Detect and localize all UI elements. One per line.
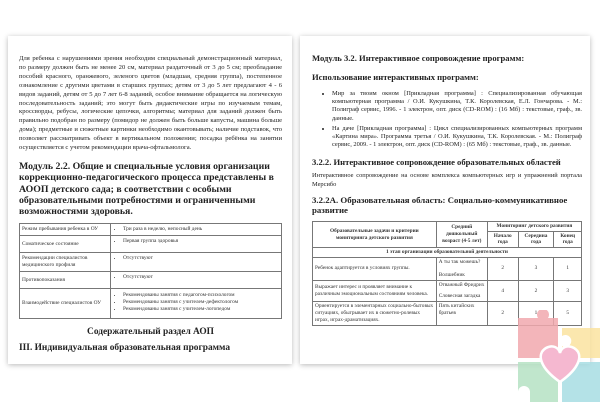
usage-heading: Использование интерактивных программ: bbox=[312, 72, 479, 82]
program-item: • На даче [Прикладная программа] : Цикл специализированных компьютерных программ «Картина мира». Программа третья / О.И. Кукушкина, Т.К. Королевская. - М.: Полиграф сервис, 2009. - 1 электрон, опт. диск (CD-ROM) : (65 Мб) : текстовые, граф., зв. данные. bbox=[332, 125, 582, 150]
score-start: 4 bbox=[487, 280, 518, 302]
game-name: Словесная загадка bbox=[438, 293, 481, 300]
table-row bbox=[20, 289, 282, 319]
left-document-page bbox=[8, 36, 292, 364]
puzzle-heart-logo-icon bbox=[510, 310, 600, 410]
row-item: • Отсутствуют bbox=[123, 274, 279, 281]
row-item: • Первая группа здоровья bbox=[123, 238, 279, 245]
row-item: • Рекомендованы занятия с учителем-логопедом bbox=[123, 306, 279, 313]
score-middle: 2 bbox=[518, 280, 554, 302]
table-row bbox=[20, 253, 282, 272]
game-name: А ты так можешь? bbox=[438, 259, 481, 266]
module-3-2-heading: Модуль 3.2. Интерактивное сопровождение программ: bbox=[312, 53, 525, 63]
game-name: Пять китайских братьев bbox=[436, 302, 487, 325]
game-name: Отважный Фридрих bbox=[438, 281, 485, 288]
intro-paragraph: Для ребенка с нарушениями зрения необходим специальный демонстрационный материал, по размеру должен быть не менее 20 см, материал раздаточный от 3 до 5 см; преобладание пособий красного, оранжевого, зеленого цветов (младшая, средняя группа), постепенное ознакомление с другими цветами в старших группах; детям от 3 до 5 лет предлагают 4 - 6 видов заданий, детям от 5 до 7 лет 6-8 заданий, особое внимание обращается на логическую последовательность заданий; это могут быть дидактические игры по изучаемым темам, кроссворды, ребусы, логические цепочки, алгоритмы; материал для заданий должен быть правильно подобран по размеру (помидор не должен быть больше капусты, машина больше дома); предметные и сюжетные картинки необходимо окантовывать; наличие подставок, что позволяет рассматривать объект в вертикальном положении; посадка ребёнка на занятии осуществляется с учетом рекомендации врача-офтальмолога. bbox=[19, 55, 282, 152]
header-age: Средний дошкольный возраст (4-5 лет) bbox=[436, 221, 487, 247]
section-subtitle: III. Индивидуальная образовательная программа bbox=[19, 343, 231, 354]
conditions-table bbox=[19, 223, 282, 319]
score-middle: 3 bbox=[518, 258, 554, 281]
header-end: Конец года bbox=[554, 231, 582, 248]
task-cell: Ребенок адаптируется в условиях группы. bbox=[313, 258, 437, 281]
subsection-text: Интерактивное сопровождение на основе комплекса компьютерных игр и упражнений портала Мерсибо bbox=[312, 172, 582, 188]
row-item: • Отсутствуют bbox=[123, 255, 279, 262]
game-name: Волшебник bbox=[438, 271, 465, 278]
table-row bbox=[20, 224, 282, 236]
score-start: 2 bbox=[487, 302, 518, 325]
section-title: Содержательный раздел АОП bbox=[87, 327, 214, 338]
module-2-2-heading: Модуль 2.2. Общие и специальные условия организации коррекционно-педагогического процесса представлены в АООП детского сада; в соответствии с особыми образовательными потребностями и ограниченными возможностями здоровья. bbox=[19, 160, 274, 218]
score-middle: 1 bbox=[518, 302, 554, 325]
score-end: 3 bbox=[554, 280, 582, 302]
header-tasks: Образовательные задачи и критерии мониторинга детского развития bbox=[313, 221, 437, 247]
score-end: 5 bbox=[554, 302, 582, 325]
table-row bbox=[313, 280, 582, 302]
area-heading: 3.2.2А. Образовательная область: Социально-коммуникативное развитие bbox=[312, 194, 568, 215]
task-cell: Выражает интерес и проявляет внимание к различным эмоциональным состояниям человека. bbox=[313, 280, 437, 302]
header-monitoring: Мониторинг детского развития bbox=[487, 221, 581, 231]
header-middle: Середина года bbox=[518, 231, 554, 248]
task-cell: Ориентируется в элементарных социально-бытовых ситуациях, обыгрывает их в сюжетно-ролевых играх, играх-драматизациях. bbox=[313, 302, 437, 325]
subsection-heading: 3.2.2. Интерактивное сопровождение образовательных областей bbox=[312, 157, 561, 168]
row-item: • Рекомендованы занятия с педагогом-психологом bbox=[123, 292, 279, 299]
row-label: Взаимодействие специалистов ОУ bbox=[20, 289, 111, 319]
programs-list bbox=[312, 90, 582, 149]
row-item: • Три раза в неделю, непосный день bbox=[123, 226, 279, 233]
table-row bbox=[313, 258, 582, 281]
row-label: Противопоказания bbox=[20, 272, 111, 289]
row-item: • Рекомендованы занятия с учителем-дефектологом bbox=[123, 299, 279, 306]
row-label: Рекомендации специалистов медицинского профиля bbox=[20, 253, 111, 272]
table-row bbox=[20, 236, 282, 253]
score-start: 2 bbox=[487, 258, 518, 281]
row-label: Соматическое состояние bbox=[20, 236, 111, 253]
table-row bbox=[20, 272, 282, 289]
program-item: • Мир за твоим окном [Прикладная программа] : Специализированная обучающая компьютерная программа / О.И. Кукушкина, Т.К. Королевская, Е.Л. Гончарова. - М.: Полиграф сервис, 1996. - 1 электрон, опт. диск (CD-ROM) : (16 Мб) : текстовые, граф., зв. данные. bbox=[332, 90, 582, 123]
header-start: Начало года bbox=[487, 231, 518, 248]
row-label: Режим пребывания ребенка в ОУ bbox=[20, 224, 111, 236]
score-end: 1 bbox=[554, 258, 582, 281]
stage-row: 1 этап организации образовательной деятельности bbox=[313, 248, 582, 258]
